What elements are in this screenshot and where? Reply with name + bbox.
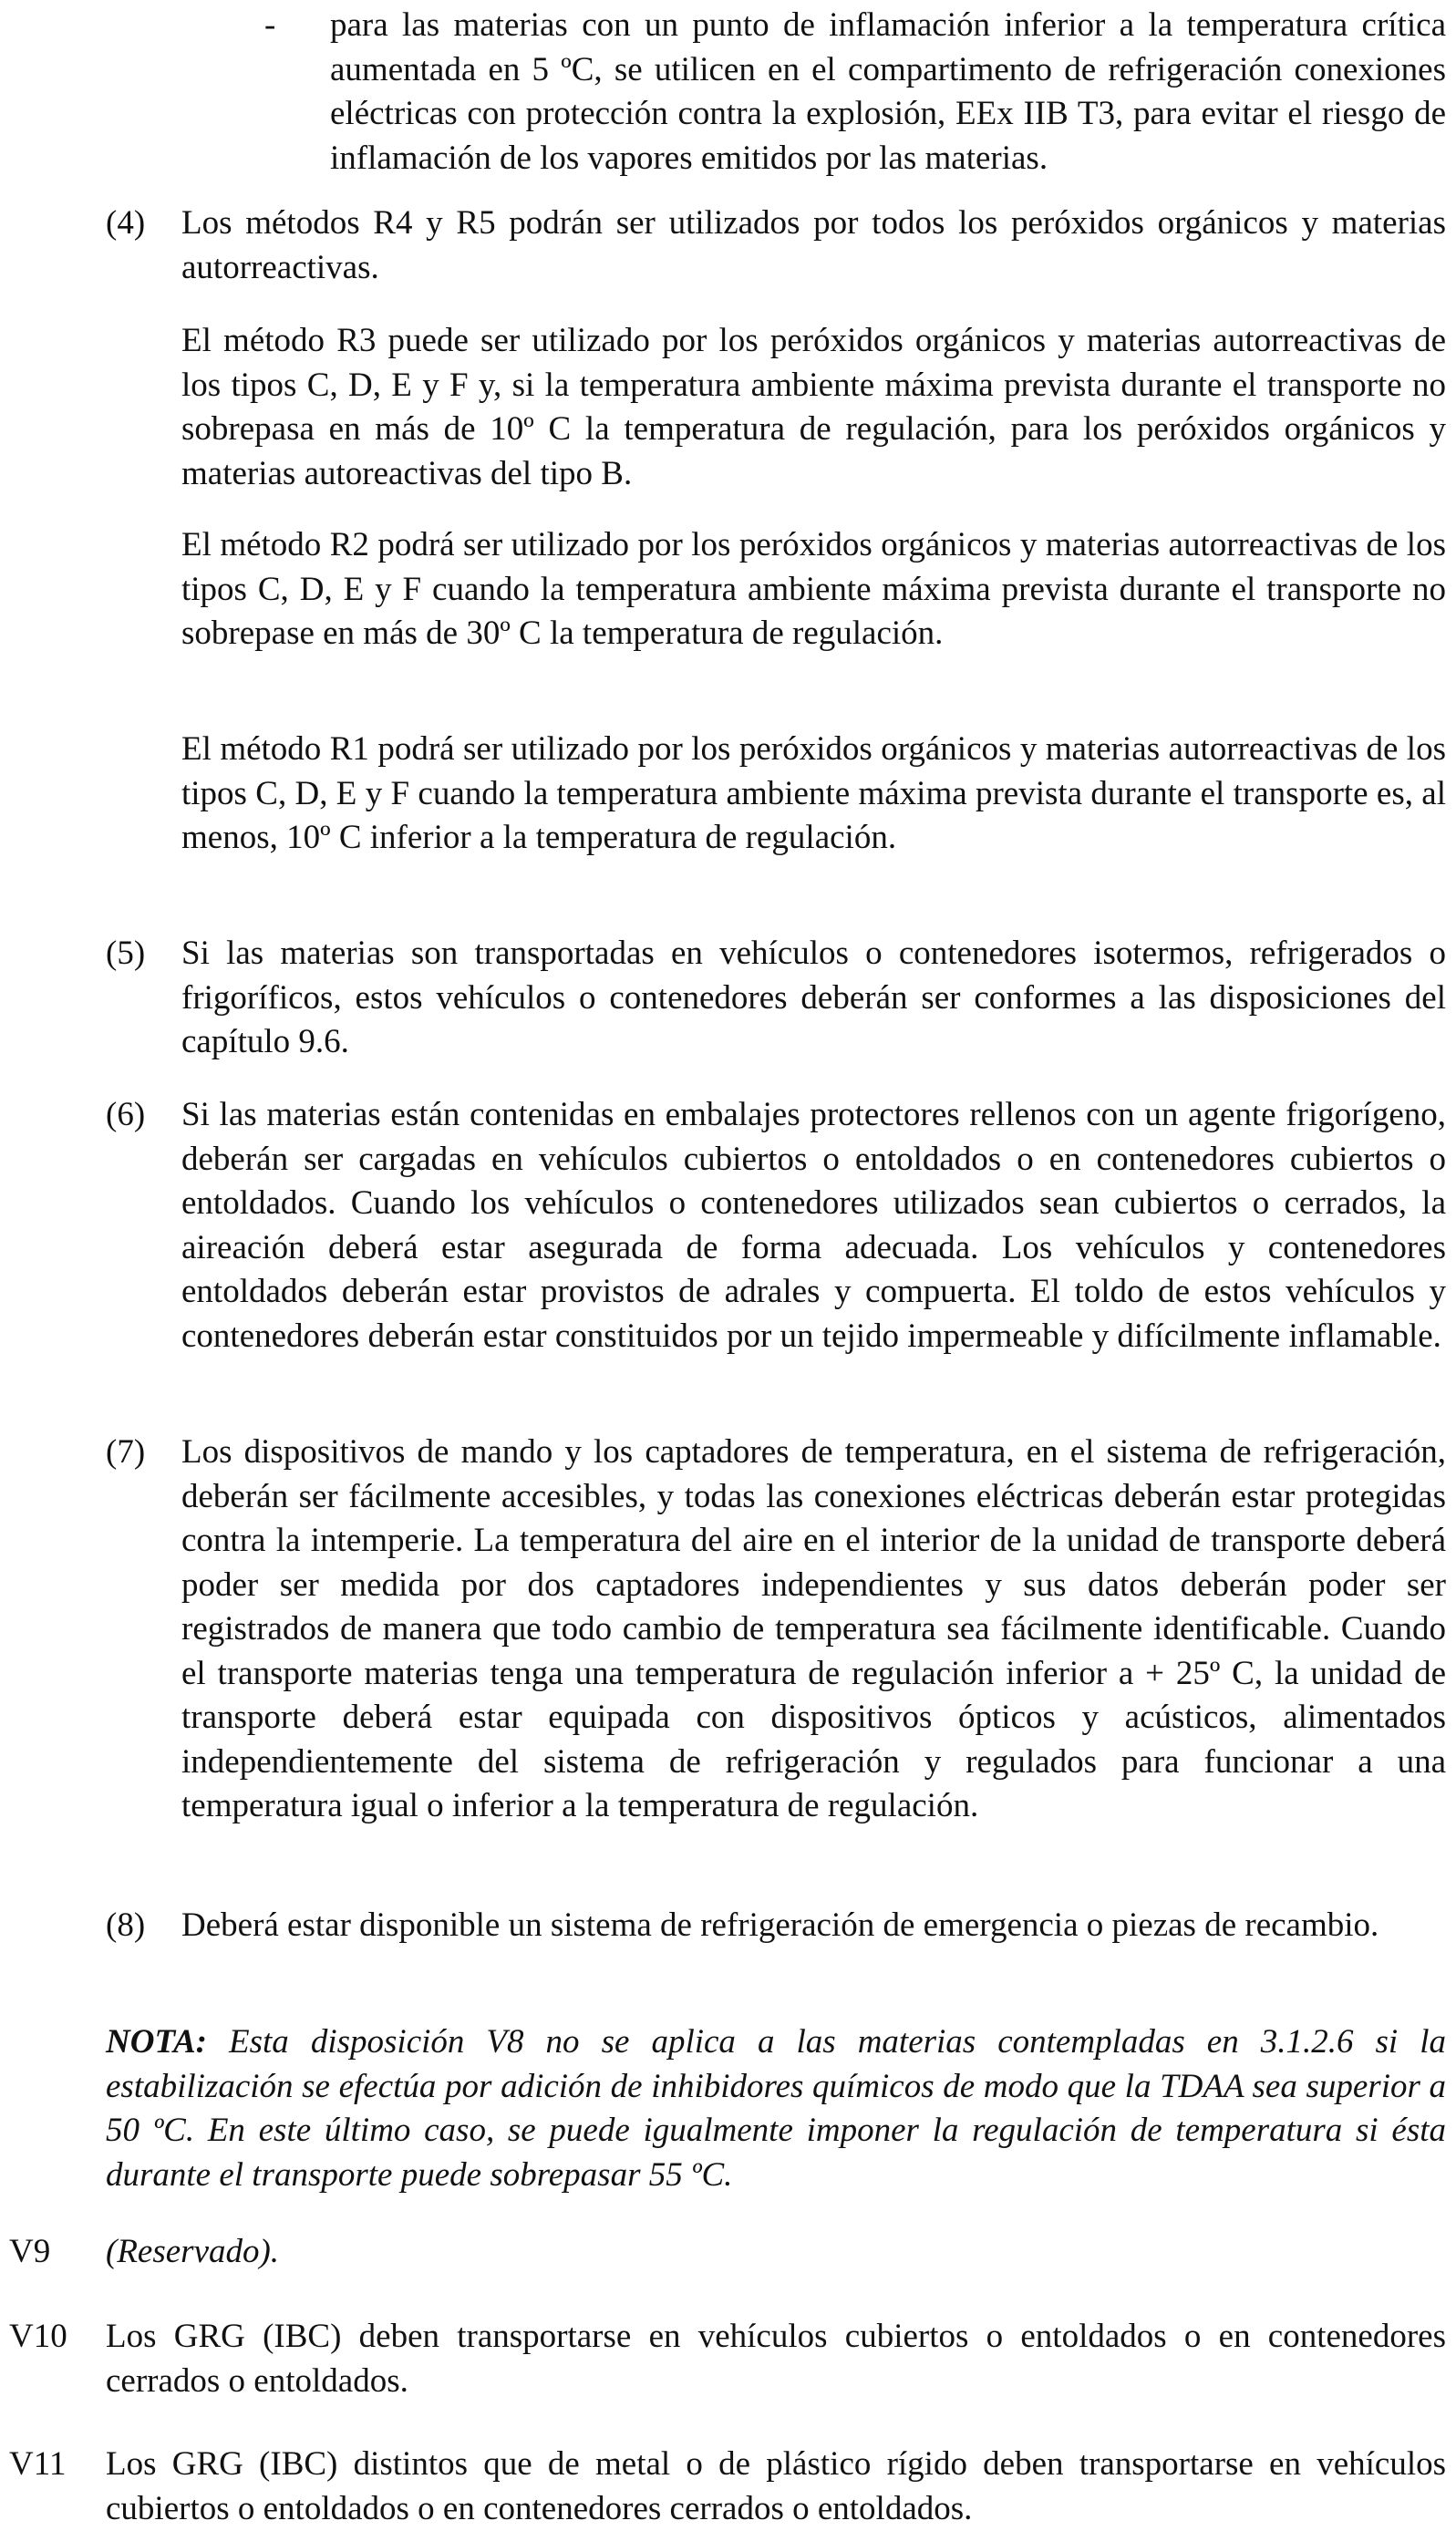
item-4-paragraph-2: El método R3 puede ser utilizado por los peróxidos orgánicos y materias autorreactivas de los tipos C, D, E y F y, si la temperatura ambiente máxima prevista durante el transporte no sobrepasa en más de 10º C la temperatura de regulación, para los peróxidos orgánicos y materias autoreactivas del tipo B. xyxy=(181,322,1446,492)
provision-code-v9: V9 xyxy=(9,2233,51,2270)
item-4-marker: (4) xyxy=(106,204,146,242)
nota-note xyxy=(106,2020,1446,2197)
item-4-paragraph-3: El método R2 podrá ser utilizado por los peróxidos orgánicos y materias autorreactivas de los tipos C, D, E y F cuando la temperatura ambiente máxima prevista durante el transporte no sobrepase en más de 30º C la temperatura de regulación. xyxy=(181,526,1446,652)
provision-text-v11: Los GRG (IBC) distintos que de metal o de plástico rígido deben transportarse en vehículos cubiertos o entoldados o en contenedores cerrados o entoldados. xyxy=(106,2445,1446,2527)
item-5-paragraph: Si las materias son transportadas en vehículos o contenedores isotermos, refrigerados o frigoríficos, estos vehículos o contenedores deberán ser conformes a las disposiciones del capítulo 9.6. xyxy=(181,935,1446,1060)
provision-code-v11: V11 xyxy=(9,2445,67,2483)
item-8-paragraph: Deberá estar disponible un sistema de refrigeración de emergencia o piezas de recambio. xyxy=(181,1906,1379,1944)
nota-text: Esta disposición V8 no se aplica a las materias contempladas en 3.1.2.6 si la estabilización se efectúa por adición de inhibidores químicos de modo que la TDAA sea superior a 50 ºC. En este último caso, se puede igualmente imponer la regulación de temperatura si ésta durante el transporte puede sobrepasar 55 ºC. xyxy=(106,2023,1446,2194)
item-6-paragraph: Si las materias están contenidas en embalajes protectores rellenos con un agente frigorígeno, deberán ser cargadas en vehículos cubiertos o entoldados o en contenedores cubiertos o entoldados. Cuando los vehículos o contenedores utilizados sean cubiertos o cerrados, la aireación deberá estar asegurada de forma adecuada. Los vehículos y contenedores entoldados deberán estar provistos de adrales y compuerta. El toldo de estos vehículos y contenedores deberán estar constituidos por un tejido impermeable y difícilmente inflamable. xyxy=(181,1096,1446,1355)
dash-bullet: - xyxy=(264,6,276,44)
item-7-paragraph: Los dispositivos de mando y los captadores de temperatura, en el sistema de refrigeración, deberán ser fácilmente accesibles, y todas las conexiones eléctricas deberán estar protegidas contra la intemperie. La temperatura del aire en el interior de la unidad de transporte deberá poder ser medida por dos captadores independientes y sus datos deberán poder ser registrados de manera que todo cambio de temperatura sea fácilmente identificable. Cuando el transporte materias tenga una temperatura de regulación inferior a + 25º C, la unidad de transporte deberá estar equipada con dispositivos ópticos y acústicos, alimentados independientemente del sistema de refrigeración y regulados para funcionar a una temperatura igual o inferior a la temperatura de regulación. xyxy=(181,1433,1446,1824)
nota-label: NOTA: xyxy=(106,2023,207,2061)
item-4-paragraph-1: Los métodos R4 y R5 podrán ser utilizados por todos los peróxidos orgánicos y materias autorreactivas. xyxy=(181,204,1446,286)
item-6-marker: (6) xyxy=(106,1096,146,1133)
provision-text-v9: (Reservado). xyxy=(106,2233,280,2270)
item-4-paragraph-4: El método R1 podrá ser utilizado por los peróxidos orgánicos y materias autorreactivas de los tipos C, D, E y F cuando la temperatura ambiente máxima prevista durante el transporte es, al menos, 10º C inferior a la temperatura de regulación. xyxy=(181,730,1446,856)
dash-item-text: para las materias con un punto de inflamación inferior a la temperatura crítica aumentada en 5 ºC, se utilicen en el compartimento de refrigeración conexiones eléctricas con protección contra la explosión, EEx IIB T3, para evitar el riesgo de inflamación de los vapores emitidos por las materias. xyxy=(330,6,1446,177)
provision-code-v10: V10 xyxy=(9,2318,67,2355)
item-5-marker: (5) xyxy=(106,935,146,972)
item-7-marker: (7) xyxy=(106,1433,146,1471)
provision-text-v10: Los GRG (IBC) deben transportarse en vehículos cubiertos o entoldados o en contenedores cerrados o entoldados. xyxy=(106,2318,1446,2400)
item-8-marker: (8) xyxy=(106,1906,146,1944)
